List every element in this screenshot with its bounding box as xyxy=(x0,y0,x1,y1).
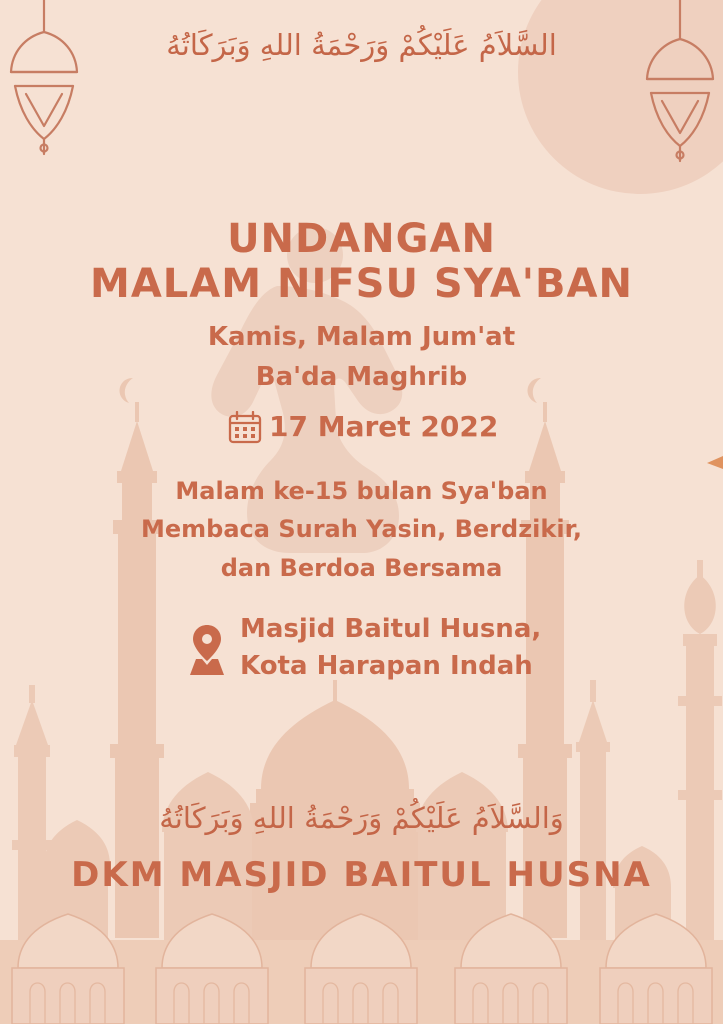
arabic-greeting-bottom: وَالسَّلاَمُ عَلَيْكُمْ وَرَحْمَةُ اللهِ وَبَرَكَاتُهُ xyxy=(159,801,564,835)
title-line-1: UNDANGAN xyxy=(227,216,496,262)
event-date xyxy=(228,408,499,448)
description-line-3: dan Berdoa Bersama xyxy=(220,554,503,582)
event-time: Ba'da Maghrib xyxy=(255,362,468,392)
event-location xyxy=(189,612,549,692)
description-line-1: Malam ke-15 bulan Sya'ban xyxy=(175,477,548,505)
date-label: 17 Maret 2022 xyxy=(269,410,499,443)
arabic-greeting-top: السَّلاَمُ عَلَيْكُمْ وَرَحْمَةُ اللهِ وَبَرَكَاتُهُ xyxy=(166,28,557,62)
event-day: Kamis, Malam Jum'at xyxy=(207,322,516,352)
location-line-1: Masjid Baitul Husna, xyxy=(240,614,542,644)
calendar-icon xyxy=(228,411,262,445)
location-line-2: Kota Harapan Indah xyxy=(240,651,533,681)
description-line-2: Membaca Surah Yasin, Berdzikir, xyxy=(141,515,582,543)
location-pin-icon xyxy=(189,622,225,676)
organizer-name: DKM MASJID BAITUL HUSNA xyxy=(71,855,652,895)
title-line-2: MALAM NIFSU SYA'BAN xyxy=(90,261,633,307)
